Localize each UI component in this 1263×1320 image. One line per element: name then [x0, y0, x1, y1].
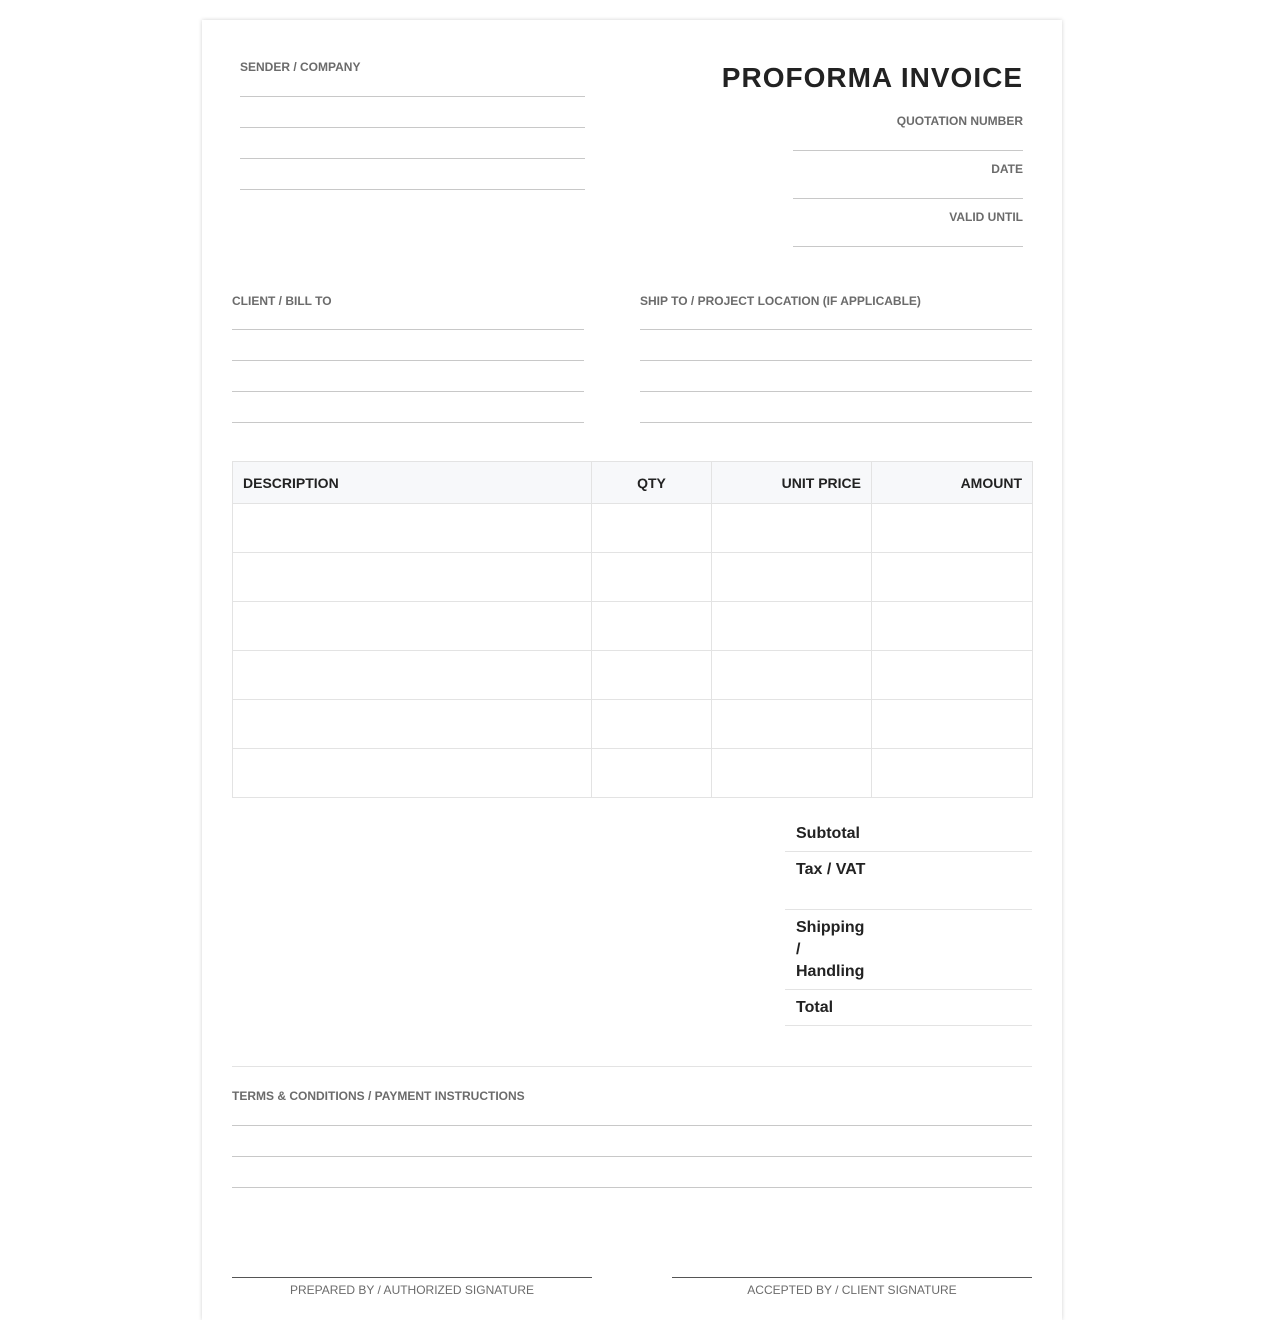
cell-qty[interactable]	[592, 651, 712, 700]
terms-line-1[interactable]	[232, 1125, 1032, 1126]
ship-to-line-1[interactable]	[640, 329, 1032, 330]
cell-unit-price[interactable]	[712, 504, 872, 553]
table-row	[233, 749, 1033, 798]
shipping-row	[785, 910, 1032, 990]
cell-unit-price[interactable]	[712, 553, 872, 602]
cell-description[interactable]	[233, 749, 592, 798]
column-header-amount: AMOUNT	[872, 462, 1033, 504]
totals-panel	[785, 816, 1032, 1026]
terms-line-3[interactable]	[232, 1187, 1032, 1188]
cell-unit-price[interactable]	[712, 602, 872, 651]
cell-description[interactable]	[233, 700, 592, 749]
cell-amount[interactable]	[872, 749, 1033, 798]
shipping-label: Shipping / Handling	[796, 919, 865, 980]
sender-line-3[interactable]	[240, 158, 585, 159]
cell-qty[interactable]	[592, 602, 712, 651]
total-row	[785, 990, 1032, 1026]
quotation-number-label: QUOTATION NUMBER	[896, 114, 1023, 128]
tax-value[interactable]	[868, 859, 1021, 901]
cell-qty[interactable]	[592, 700, 712, 749]
column-header-unit-price: UNIT PRICE	[712, 462, 872, 504]
total-label: Total	[796, 999, 834, 1016]
cell-amount[interactable]	[872, 504, 1033, 553]
date-label: DATE	[991, 162, 1023, 176]
sender-line-4[interactable]	[240, 189, 585, 190]
quotation-number-field[interactable]	[793, 150, 1023, 151]
client-line-4[interactable]	[232, 422, 584, 423]
cell-amount[interactable]	[872, 553, 1033, 602]
client-line-3[interactable]	[232, 391, 584, 392]
line-items-table	[232, 461, 1033, 798]
total-value[interactable]	[868, 997, 1021, 1017]
valid-until-field[interactable]	[793, 246, 1023, 247]
prepared-by-signature-line[interactable]	[232, 1277, 592, 1278]
cell-amount[interactable]	[872, 602, 1033, 651]
subtotal-value[interactable]	[868, 823, 1021, 843]
document-title: PROFORMA INVOICE	[721, 62, 1023, 93]
table-row	[233, 553, 1033, 602]
cell-unit-price[interactable]	[712, 651, 872, 700]
cell-qty[interactable]	[592, 553, 712, 602]
table-row	[233, 602, 1033, 651]
ship-to-line-2[interactable]	[640, 360, 1032, 361]
terms-label: TERMS & CONDITIONS / PAYMENT INSTRUCTIONS	[232, 1089, 525, 1103]
ship-to-label: SHIP TO / PROJECT LOCATION (IF APPLICABLE)	[640, 294, 921, 308]
column-header-description: DESCRIPTION	[233, 462, 592, 504]
cell-amount[interactable]	[872, 651, 1033, 700]
cell-qty[interactable]	[592, 504, 712, 553]
accepted-by-label: ACCEPTED BY / CLIENT SIGNATURE	[747, 1283, 957, 1297]
client-line-2[interactable]	[232, 360, 584, 361]
client-label: CLIENT / BILL TO	[232, 294, 332, 308]
cell-unit-price[interactable]	[712, 749, 872, 798]
table-row	[233, 700, 1033, 749]
cell-description[interactable]	[233, 553, 592, 602]
invoice-sheet	[202, 20, 1062, 1320]
cell-description[interactable]	[233, 504, 592, 553]
cell-unit-price[interactable]	[712, 700, 872, 749]
subtotal-label: Subtotal	[796, 825, 860, 842]
subtotal-row	[785, 816, 1032, 852]
ship-to-line-4[interactable]	[640, 422, 1032, 423]
tax-row	[785, 852, 1032, 910]
prepared-by-label: PREPARED BY / AUTHORIZED SIGNATURE	[289, 1283, 535, 1297]
tax-label: Tax / VAT	[796, 861, 866, 878]
valid-until-label: VALID UNTIL	[949, 210, 1023, 224]
column-header-qty: QTY	[592, 462, 712, 504]
terms-line-2[interactable]	[232, 1156, 1032, 1157]
cell-description[interactable]	[233, 651, 592, 700]
accepted-by-signature-line[interactable]	[672, 1277, 1032, 1278]
table-row	[233, 504, 1033, 553]
cell-amount[interactable]	[872, 700, 1033, 749]
sender-label: SENDER / COMPANY	[240, 60, 361, 74]
table-row	[233, 651, 1033, 700]
terms-divider	[232, 1066, 1032, 1067]
date-field[interactable]	[793, 198, 1023, 199]
cell-qty[interactable]	[592, 749, 712, 798]
table-header-row	[233, 462, 1033, 504]
cell-description[interactable]	[233, 602, 592, 651]
ship-to-line-3[interactable]	[640, 391, 1032, 392]
sender-line-1[interactable]	[240, 96, 585, 97]
shipping-value[interactable]	[868, 917, 1021, 981]
sender-line-2[interactable]	[240, 127, 585, 128]
client-line-1[interactable]	[232, 329, 584, 330]
